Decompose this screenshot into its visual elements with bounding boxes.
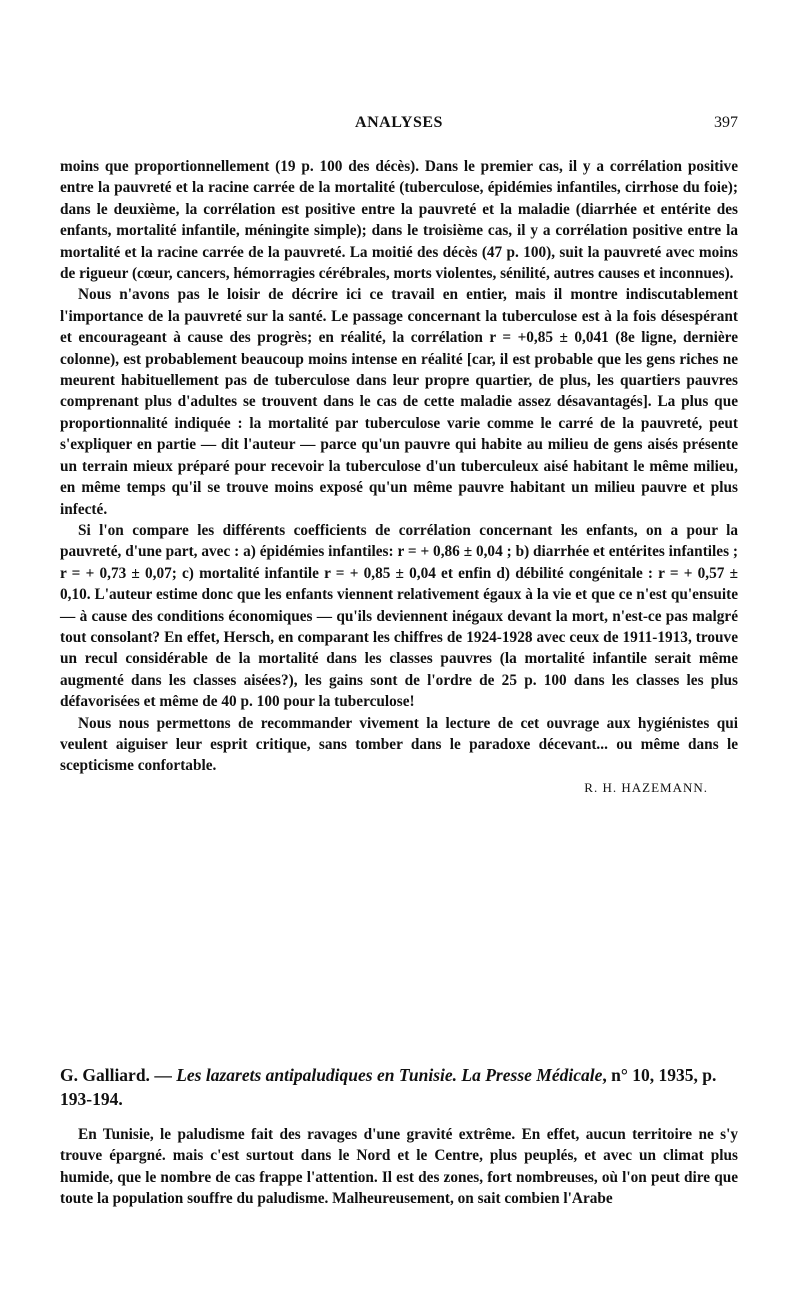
review-body-1 bbox=[60, 156, 738, 798]
review-heading bbox=[60, 1063, 738, 1111]
review-author: G. Galliard. bbox=[60, 1065, 150, 1085]
reviewer-signature: R. H. HAZEMANN. bbox=[584, 779, 708, 795]
heading-dash: — bbox=[149, 1065, 177, 1085]
review-body-2 bbox=[60, 1124, 738, 1210]
article-title: Les lazarets antipaludiques en Tunisie. bbox=[176, 1065, 458, 1085]
running-title: ANALYSES bbox=[355, 114, 443, 131]
paragraph: Nous n'avons pas le loisir de décrire ici ce travail en entier, mais il montre indiscutablement l'importance de la pauvreté sur la santé. Le passage concernant la tuberculose est à la fois désespérant et encourageant à cause des progrès; en réalité, la corrélation r = +0,85 ± 0,041 (8e ligne, dernière colonne), est probablement beaucoup moins intense en réalité [car, il est probable que les gens riches ne meurent habituellement pas de tuberculose dans leur propre quartier, de plus, les quartiers pauvres comprenant plus d'adultes se trouvent dans le cas de cette maladie assez désavantagés]. La plus que proportionnalité indiquée : la mortalité par tuberculose varie comme le carré de la pauvreté, peut s'expliquer en partie — dit l'auteur — parce qu'un pauvre qui habite au milieu de gens aisés présente un terrain mieux préparé pour recevoir la tuberculose d'un tuberculeux aisé habitant le même milieu, en même temps qu'il se trouve moins exposé qu'un même pauvre habitant un milieu pauvre et plus infecté. bbox=[60, 286, 738, 518]
paragraph: En Tunisie, le paludisme fait des ravages d'une gravité extrême. En effet, aucun territoire ne s'y trouve épargné. mais c'est surtout dans le Nord et le Centre, plus peuplés, et avec un climat plus humide, que le nombre de cas frappe l'attention. Il est des zones, fort nombreuses, où l'on peut dire que toute la population souffre du paludisme. Malheureusement, on sait combien l'Arabe bbox=[60, 1126, 738, 1208]
paragraph: Si l'on compare les différents coefficients de corrélation concernant les enfants, on a pour la pauvreté, d'une part, avec : a) épidémies infantiles: r = + 0,86 ± 0,04 ; b) diarrhée et entérites infantiles ; r = + 0,73 ± 0,07; c) mortalité infantile r = + 0,85 ± 0,04 et enfin d) débilité congénitale : r = + 0,57 ± 0,10. L'auteur estime donc que les enfants viennent relativement égaux à la vie et que ce n'est qu'ensuite — à cause des conditions économiques — qu'ils deviennent inégaux devant la mort, n'est-ce pas malgré tout consolant? En effet, Hersch, en comparant les chiffres de 1924-1928 avec ceux de 1911-1913, trouve un recul considérable de la mortalité dans les classes pauvres (la mortalité infantile serait même augmenté dans les classes aisées?), les gains sont de l'ordre de 25 p. 100 dans les classes les plus défavorisées et même de 40 p. 100 pour la tuberculose! bbox=[60, 521, 738, 711]
citation-details: , n° 10, 1935, p. 193-194. bbox=[60, 1065, 717, 1109]
running-header bbox=[60, 114, 738, 138]
page-number: 397 bbox=[714, 114, 738, 131]
paragraph: Nous nous permettons de recommander vivement la lecture de cet ouvrage aux hygiénistes qui veulent aiguiser leur esprit critique, sans tomber dans le paradoxe décevant... ou même dans le scepticisme confortable. bbox=[60, 714, 738, 775]
paragraph: moins que proportionnellement (19 p. 100 des décès). Dans le premier cas, il y a corrélation positive entre la pauvreté et la racine carrée de la mortalité (tuberculose, épidémies infantiles, cirrhose du foie); dans le deuxième, la corrélation est positive entre la pauvreté et la maladie (diarrhée et entérite des enfants, mortalité infantile, méningite simple); dans le troisième cas, il y a corrélation positive entre la mortalité et la racine carrée de la pauvreté. La moitié des décès (47 p. 100), suit la pauvreté avec moins de rigueur (cœur, cancers, hémorragies cérébrales, morts violentes, sénilité, autres causes et inconnues). bbox=[60, 158, 738, 283]
journal-name: La Presse Médicale bbox=[461, 1065, 603, 1085]
